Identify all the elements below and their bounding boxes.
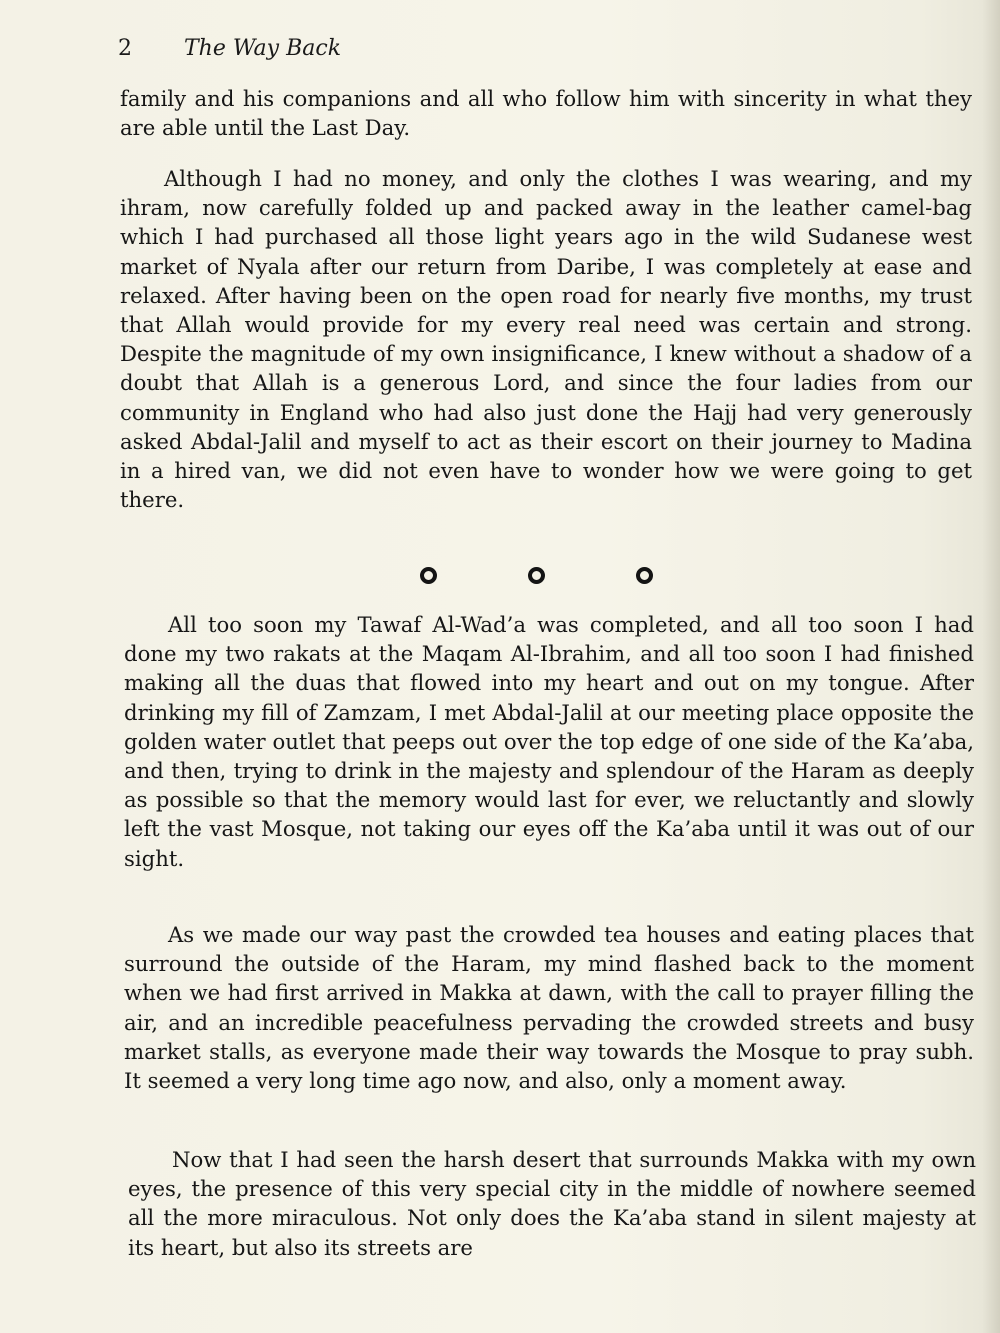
- divider-ornament-icon: [528, 567, 545, 584]
- paragraph-text: As we made our way past the crowded tea houses and eating places that surround the outside of the Haram, my mind flashed back to the moment when we had first arrived in Makka at dawn, with the call to prayer filling the air, and an incredible peacefulness pervading the crowded streets and busy market stalls, as everyone made their way towards the Mosque to pray subh. It seemed a very long time ago now, and also, only a moment away.: [124, 922, 974, 1094]
- paragraph-tea-houses: [124, 920, 974, 1095]
- paragraph-text: All too soon my Tawaf Al-Wad’a was completed, and all too soon I had done my two rakats at the Maqam Al-Ibrahim, and all too soon I had finished making all the duas that flowed into my heart and out on my tongue. After drinking my fill of Zamzam, I met Abdal-Jalil at our meeting place opposite the golden water outlet that peeps out over the top edge of one side of the Ka’aba, and then, trying to drink in the majesty and splendour of the Haram as deeply as possible so that the memory would last for ever, we reluctantly and slowly left the vast Mosque, not taking our eyes off the Ka’aba until it was out of our sight.: [124, 612, 974, 871]
- paragraph-tawaf: [124, 610, 974, 873]
- running-title: The Way Back: [184, 36, 342, 61]
- paragraph-continuation: [120, 84, 972, 142]
- paragraph-text: Although I had no money, and only the clothes I was wearing, and my ihram, now carefully folded up and packed away in the leather camel-bag which I had purchased all those light years ago in the wild Sudanese west market of Nyala after our return from Daribe, I was completely at ease and relaxed. After having been on the open road for nearly five months, my trust that Allah would provide for my every real need was certain and strong. Despite the magnitude of my own insignificance, I knew without a shadow of a doubt that Allah is a generous Lord, and since the four ladies from our community in England who had also just done the Hajj had very generously asked Abdal-Jalil and myself to act as their escort on their journey to Madina in a hired van, we did not even have to wonder how we were going to get there.: [120, 166, 972, 513]
- paragraph-ihram: [120, 164, 972, 514]
- page-number: 2: [118, 36, 132, 61]
- paragraph-desert: [128, 1145, 976, 1262]
- page-edge-shadow: [982, 0, 1000, 1333]
- paragraph-text: family and his companions and all who follow him with sincerity in what they are able until the Last Day.: [120, 86, 972, 141]
- paragraph-text: Now that I had seen the harsh desert that surrounds Makka with my own eyes, the presence of this very special city in the middle of nowhere seemed all the more miraculous. Not only does the Ka’aba stand in silent majesty at its heart, but also its streets are: [128, 1147, 976, 1260]
- section-divider: [420, 564, 670, 586]
- divider-ornament-icon: [420, 567, 437, 584]
- divider-ornament-icon: [636, 567, 653, 584]
- running-header: [118, 36, 341, 61]
